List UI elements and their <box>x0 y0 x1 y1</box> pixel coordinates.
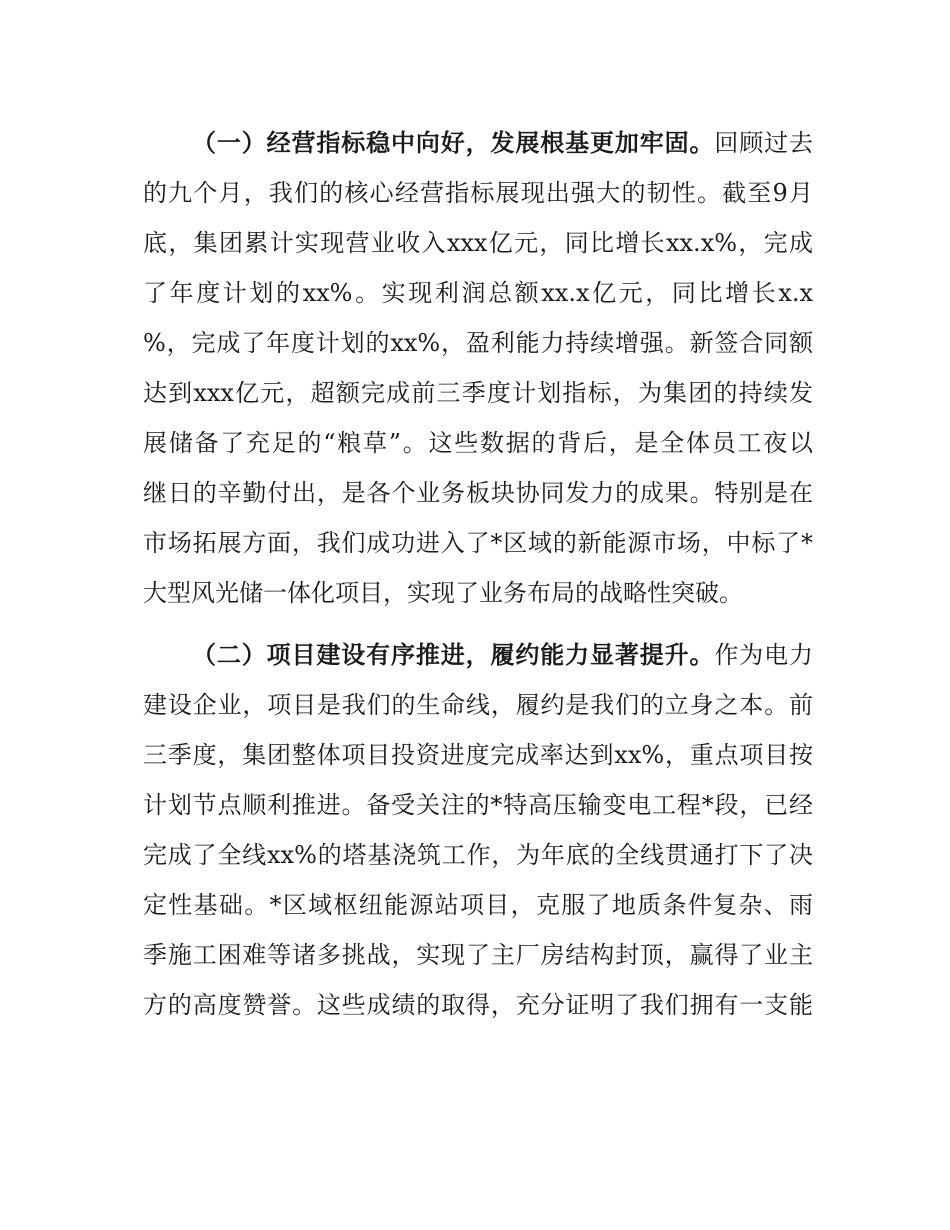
paragraph-1-line-5: %，完成了年度计划的xx%，盈利能力持续增强。新签合同额 <box>143 329 813 357</box>
paragraph-2-line-7: 季施工困难等诸多挑战，实现了主厂房结构封顶，赢得了业主 <box>143 941 813 969</box>
paragraph-1-text: 回顾过去 <box>714 129 813 157</box>
paragraph-1-line-7: 展储备了充足的“粮草”。这些数据的背后，是全体员工夜以 <box>143 429 813 457</box>
paragraph-1-line-3: 底，集团累计实现营业收入xxx亿元，同比增长xx.x%，完成 <box>143 229 813 257</box>
paragraph-1-line-2: 的九个月，我们的核心经营指标展现出强大的韧性。截至9月 <box>143 179 813 207</box>
paragraph-2-line-2: 建设企业，项目是我们的生命线，履约是我们的立身之本。前 <box>143 691 813 719</box>
paragraph-2-line-4: 计划节点顺利推进。备受关注的*特高压输变电工程*段，已经 <box>143 791 813 819</box>
paragraph-2-line-3: 三季度，集团整体项目投资进度完成率达到xx%，重点项目按 <box>143 741 813 769</box>
paragraph-1-line-6: 达到xxx亿元，超额完成前三季度计划指标，为集团的持续发 <box>143 379 813 407</box>
paragraph-2-line-5: 完成了全线xx%的塔基浇筑工作，为年底的全线贯通打下了决 <box>143 841 813 869</box>
paragraph-1-line-10: 大型风光储一体化项目，实现了业务布局的战略性突破。 <box>143 579 743 607</box>
paragraph-2-line-1 <box>192 639 813 671</box>
paragraph-2-line-6: 定性基础。*区域枢纽能源站项目，克服了地质条件复杂、雨 <box>143 891 813 919</box>
paragraph-1-line-8: 继日的辛勤付出，是各个业务板块协同发力的成果。特别是在 <box>143 479 813 507</box>
paragraph-1-line-1 <box>192 127 813 159</box>
paragraph-1-line-9: 市场拓展方面，我们成功进入了*区域的新能源市场，中标了* <box>143 529 813 557</box>
paragraph-1-heading: （一）经营指标稳中向好，发展根基更加牢固。 <box>192 128 715 157</box>
paragraph-2-text: 作为电力 <box>714 641 813 669</box>
paragraph-2-heading: （二）项目建设有序推进，履约能力显著提升。 <box>192 640 715 669</box>
paragraph-1-line-4: 了年度计划的xx%。实现利润总额xx.x亿元，同比增长x.x <box>143 279 813 307</box>
paragraph-2-line-8: 方的高度赞誉。这些成绩的取得，充分证明了我们拥有一支能 <box>143 991 813 1019</box>
